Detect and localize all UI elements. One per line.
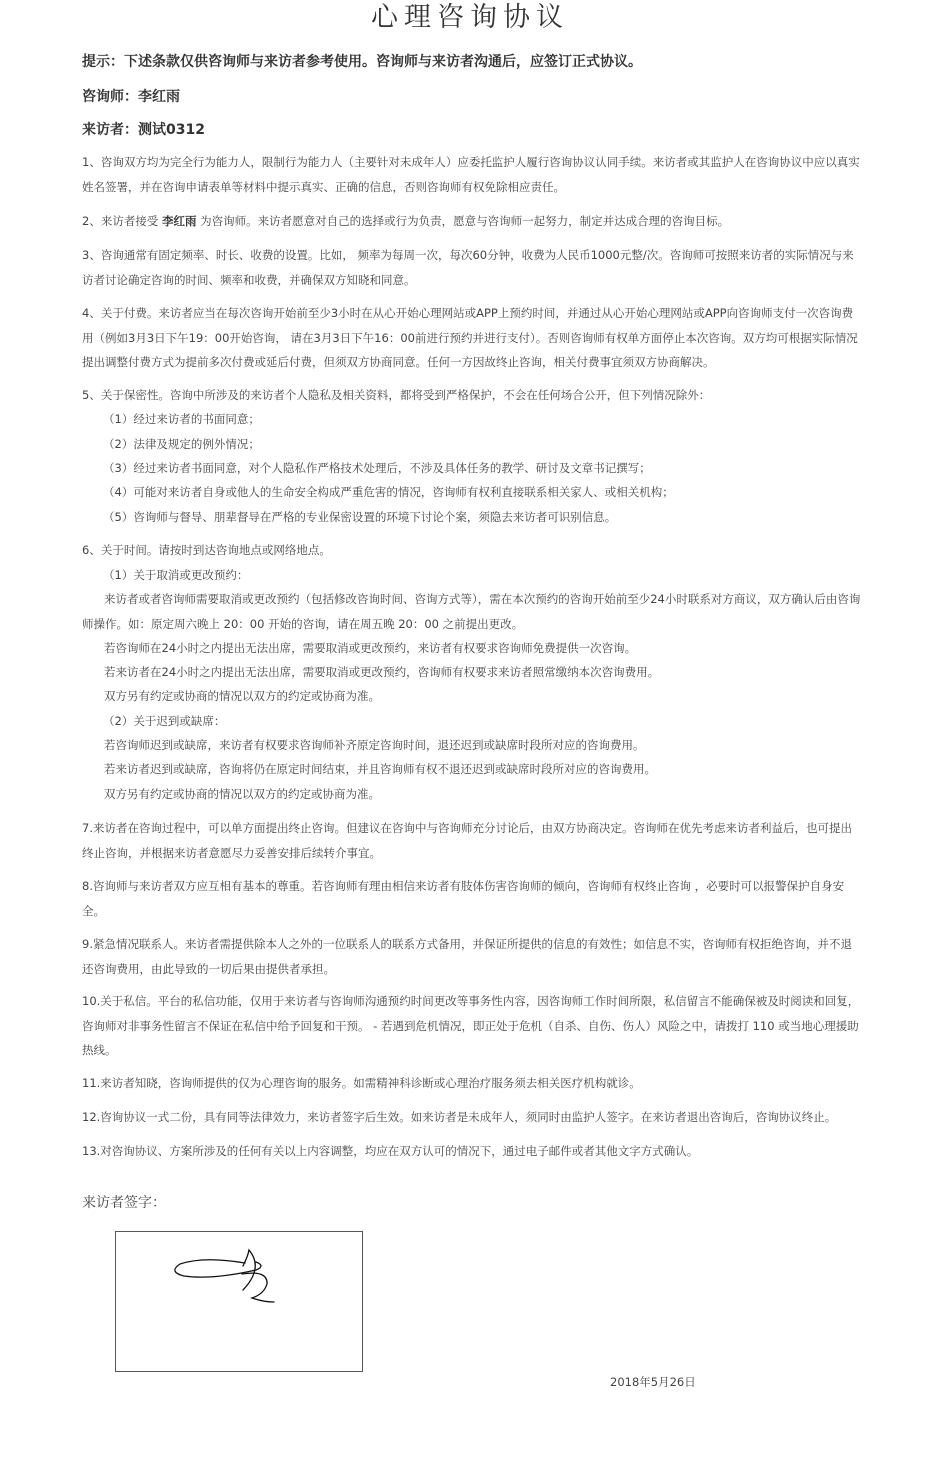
clause-6-line: 双方另有约定或协商的情况以双方的约定或协商为准。 <box>104 787 380 801</box>
clause-12: 12.咨询协议一式二份，具有同等法律效力，来访者签字后生效。如来访者是未成年人，须同时由监护人签字。在来访者退出咨询后，咨询协议终止。 <box>82 1110 837 1124</box>
clause-2-counselor-name: 李红雨 <box>161 214 197 228</box>
clause-6-cancel-text: 来访者或者咨询师需要取消或更改预约（包括修改咨询时间、咨询方式等），需在本次预约的咨询开始前至少24小时联系对方商议，双方确认后由咨询师操作。如：原定周六晚上 20：00 开始的咨询，请在周五晚 20：00 之前提出更改。 <box>82 592 861 631</box>
clause-7: 7.来访者在咨询过程中，可以单方面提出终止咨询。但建议在咨询中与咨询师充分讨论后，由双方协商决定。咨询师在优先考虑来访者利益后，也可提出终止咨询，并根据来访者意愿尽力妥善安排后续转介事宜。 <box>82 821 852 860</box>
clause-6-sub-heading: （1）关于取消或更改预约： <box>103 568 249 582</box>
clause-10: 10.关于私信。平台的私信功能，仅用于来访者与咨询师沟通预约时间更改等事务性内容，因咨询师工作时间所限，私信留言不能确保被及时阅读和回复，咨询师对非事务性留言不保证在私信中给予回复和干预。 - 若遇到危机情况，即正处于危机（自杀、自伤、伤人）风险之中，请拨打 110 或当地心理援助热线。 <box>82 994 860 1057</box>
clause-2-prefix: 2、来访者接受 <box>82 214 159 228</box>
clause-2 <box>82 209 862 234</box>
clause-13: 13.对咨询协议、方案所涉及的任何有关以上内容调整，均应在双方认可的情况下，通过电子邮件或者其他文字方式确认。 <box>82 1144 699 1158</box>
clause-5-item: （2）法律及规定的例外情况； <box>103 437 260 451</box>
notice-text: 提示：下述条款仅供咨询师与来访者参考使用。咨询师与来访者沟通后，应签订正式协议。 <box>82 54 642 70</box>
clause-11: 11.来访者知晓，咨询师提供的仅为心理咨询的服务。如需精神科诊断或心理治疗服务须去相关医疗机构就诊。 <box>82 1076 641 1090</box>
visitor-name: 测试0312 <box>138 122 205 138</box>
clause-3: 3、咨询通常有固定频率、时长、收费的设置。比如， 频率为每周一次，每次60分钟，收费为人民币1000元整/次。咨询师可按照来访者的实际情况与来访者讨论确定咨询的时间、频率和收费，并确保双方知晓和同意。 <box>82 248 854 287</box>
clause-8: 8.咨询师与来访者双方应互相有基本的尊重。若咨询师有理由相信来访者有肢体伤害咨询师的倾向，咨询师有权终止咨询 ，必要时可以报警保护自身安全。 <box>82 879 845 918</box>
visitor-line <box>82 120 205 140</box>
signature-date: 2018年5月26日 <box>610 1375 696 1389</box>
counselor-name: 李红雨 <box>138 89 180 105</box>
signature-label: 来访者签字： <box>82 1195 166 1211</box>
clause-5: 5、关于保密性。咨询中所涉及的来访者个人隐私及相关资料，都将受到严格保护，不会在任何场合公开，但下列情况除外： <box>82 388 711 402</box>
clause-6-line: 若咨询师在24小时之内提出无法出席，需要取消或更改预约，来访者有权要求咨询师免费提供一次咨询。 <box>104 641 637 655</box>
clause-5-item: （1）经过来访者的书面同意； <box>103 412 260 426</box>
clause-5-item: （4）可能对来访者自身或他人的生命安全构成严重危害的情况，咨询师有权利直接联系相关家人、或相关机构； <box>103 485 674 499</box>
visitor-label: 来访者： <box>82 122 138 138</box>
clause-6-sub-heading: （2）关于迟到或缺席： <box>103 714 226 728</box>
signature-drawing <box>116 1232 364 1373</box>
clause-5-item: （3）经过来访者书面同意，对个人隐私作严格技术处理后，不涉及具体任务的教学、研讨及文章书记撰写； <box>103 461 651 475</box>
clause-4: 4、关于付费。来访者应当在每次咨询开始前至少3小时在从心开始心理网站或APP上预约时间，并通过从心开始心理网站或APP向咨询师支付一次咨询费用（例如3月3日下午19：00开始咨询， 请在3月3日下午16：00前进行预约并进行支付）。否则咨询师有权单方面停止本次咨询。双方均可根据实际情况提出调整付费方式为提前多次付费或延后付费，但须双方协商同意。任何一方因故终止咨询，相关付费事宜须双方协商解决。 <box>82 306 858 369</box>
page-title: 心理咨询协议 <box>371 2 569 33</box>
clause-6-line: 双方另有约定或协商的情况以双方的约定或协商为准。 <box>104 689 380 703</box>
counselor-line <box>82 87 180 107</box>
signature-box[interactable] <box>115 1231 363 1372</box>
clause-6-line: 若来访者在24小时之内提出无法出席，需要取消或更改预约，咨询师有权要求来访者照常缴纳本次咨询费用。 <box>104 665 660 679</box>
clause-5-item: （5）咨询师与督导、朋辈督导在严格的专业保密设置的环境下讨论个案，须隐去来访者可识别信息。 <box>103 510 617 524</box>
clause-2-suffix: 为咨询师。来访者愿意对自己的选择或行为负责，愿意与咨询师一起努力，制定并达成合理的咨询目标。 <box>200 214 730 228</box>
clause-9: 9.紧急情况联系人。来访者需提供除本人之外的一位联系人的联系方式备用，并保证所提供的信息的有效性；如信息不实，咨询师有权拒绝咨询，并不退还咨询费用，由此导致的一切后果由提供者承担。 <box>82 937 852 976</box>
counselor-label: 咨询师： <box>82 89 138 105</box>
clause-6-line: 若来访者迟到或缺席，咨询将仍在原定时间结束，并且咨询师有权不退还迟到或缺席时段所对应的咨询费用。 <box>104 762 656 776</box>
clause-6-line: 若咨询师迟到或缺席，来访者有权要求咨询师补齐原定咨询时间，退还迟到或缺席时段所对应的咨询费用。 <box>104 738 645 752</box>
clause-1: 1、咨询双方均为完全行为能力人，限制行为能力人（主要针对未成年人）应委托监护人履行咨询协议认同手续。来访者或其监护人在咨询协议中应以真实姓名签署，并在咨询申请表单等材料中提示真实、正确的信息，否则咨询师有权免除相应责任。 <box>82 155 860 194</box>
clause-6: 6、关于时间。请按时到达咨询地点或网络地点。 <box>82 543 331 557</box>
